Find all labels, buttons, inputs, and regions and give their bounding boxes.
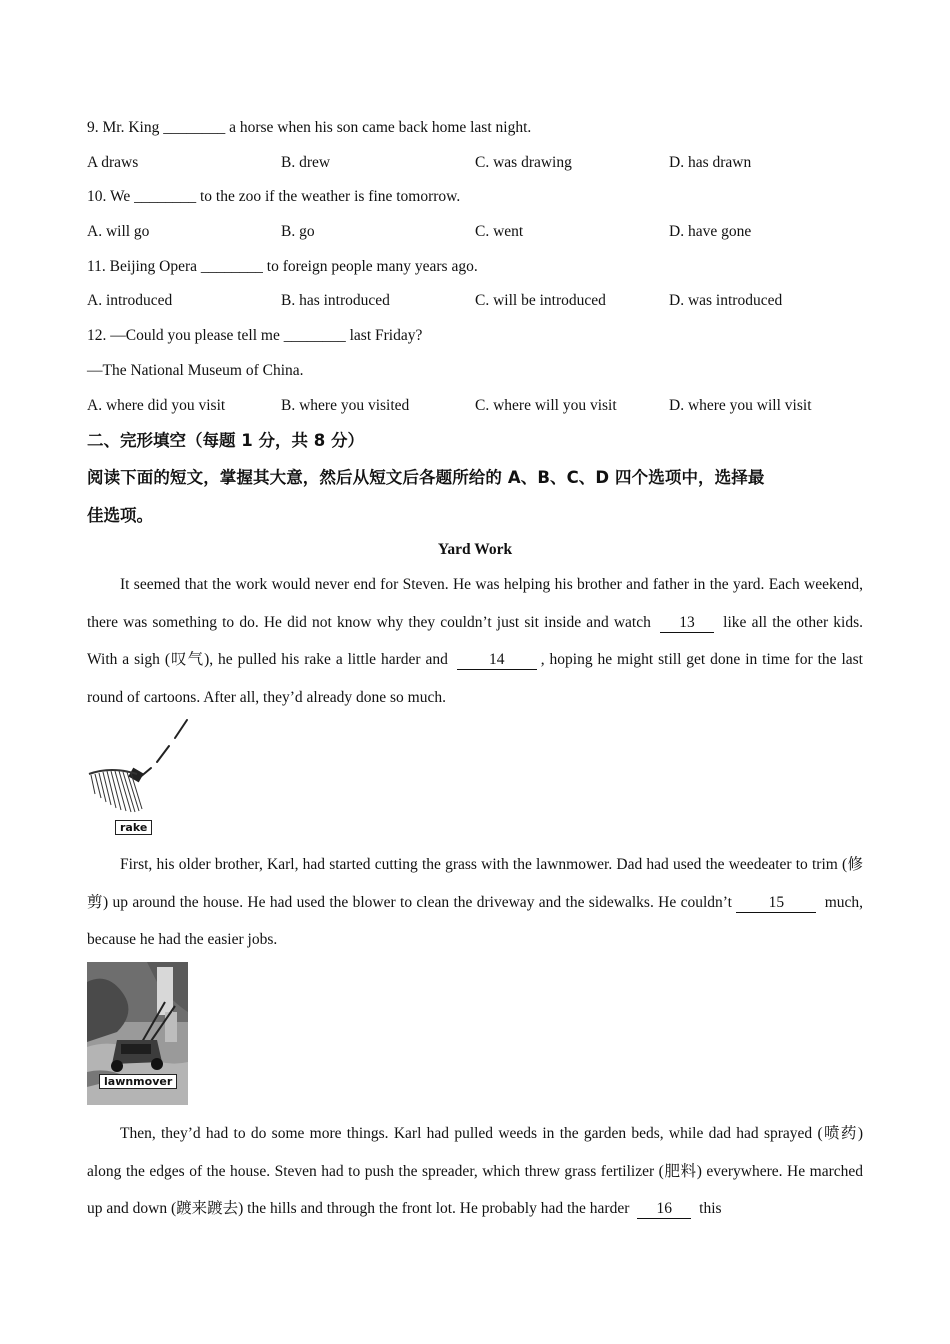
question-12-option-d: D. where you will visit	[669, 397, 812, 414]
question-10-option-a: A. will go	[87, 223, 150, 240]
question-12-option-a: A. where did you visit	[87, 397, 226, 414]
question-12-option-b: B. where you visited	[281, 397, 410, 414]
rake-illustration	[87, 716, 197, 821]
paragraph-2-text-b: much, because he had the easier jobs.	[87, 893, 864, 948]
question-12-option-c: C. where will you visit	[475, 397, 617, 414]
paragraph-2-text-a: First, his older brother, Karl, had started cutting the grass with the lawnmower. Dad had used the weedeater to trim (修剪) up around the house. He had used the blower to clean the driveway and the sidewalks. He couldn’t	[87, 856, 863, 911]
question-11-option-a: A. introduced	[87, 292, 173, 309]
rake-label: rake	[115, 820, 152, 835]
passage-paragraph-1	[87, 566, 863, 716]
paragraph-1-text-a: It seemed that the work would never end for Steven. He was helping his brother and father in the yard. Each weekend, there was something to do. He did not know why they couldn’t just sit inside and watch	[87, 576, 863, 631]
lawnmower-photo	[87, 962, 188, 1105]
blank-13: 13	[660, 614, 714, 633]
lawnmower-label: lawnmover	[99, 1074, 177, 1089]
question-11-stem: 11. Beijing Opera ________ to foreign people many years ago.	[87, 258, 478, 275]
passage-paragraph-3	[87, 1115, 863, 1228]
question-11-option-c: C. will be introduced	[475, 292, 606, 309]
question-12-stem: 12. —Could you please tell me ________ last Friday?	[87, 327, 423, 344]
blank-14: 14	[457, 651, 537, 670]
question-12-answer: —The National Museum of China.	[87, 362, 304, 379]
question-10-option-c: C. went	[475, 223, 524, 240]
section-heading: 二、完形填空（每题 1 分，共 8 分）	[87, 431, 364, 450]
question-10-option-b: B. go	[281, 223, 315, 240]
rake-figure	[87, 716, 197, 836]
blank-16: 16	[637, 1200, 691, 1219]
section-instruction-line1: 阅读下面的短文，掌握其大意，然后从短文后各题所给的 A、B、C、D 四个选项中，选择最	[87, 468, 765, 487]
question-11-option-b: B. has introduced	[281, 292, 390, 309]
question-9-option-b: B. drew	[281, 154, 331, 171]
paragraph-1-text-c: , hoping he might still get done in time for the last round of cartoons. After all, they’d already done so much.	[87, 651, 863, 706]
blank-15: 15	[736, 894, 816, 913]
passage-paragraph-2	[87, 846, 863, 959]
question-9-option-d: D. has drawn	[669, 154, 752, 171]
question-9-option-a: A draws	[87, 154, 139, 171]
question-9-stem: 9. Mr. King ________ a horse when his son came back home last night.	[87, 119, 532, 136]
passage-title: Yard Work	[437, 541, 513, 558]
question-10-option-d: D. have gone	[669, 223, 752, 240]
question-11-option-d: D. was introduced	[669, 292, 783, 309]
paragraph-3-text-b: this	[699, 1200, 722, 1217]
question-9-option-c: C. was drawing	[475, 154, 572, 171]
paragraph-3-text-a: Then, they’d had to do some more things. Karl had pulled weeds in the garden beds, while dad had sprayed (喷药) along the edges of the house. Steven had to push the spreader, which threw grass fertilizer (肥料) everywhere. He marched up and down (踱来踱去) the hills and through the front lot. He probably had the harder	[87, 1125, 863, 1217]
section-instruction-line2: 佳选项。	[87, 506, 153, 525]
question-10-stem: 10. We ________ to the zoo if the weather is fine tomorrow.	[87, 188, 461, 205]
paragraph-1-text-b: like all the other kids. With a sigh (叹气), he pulled his rake a little harder and	[87, 613, 864, 668]
